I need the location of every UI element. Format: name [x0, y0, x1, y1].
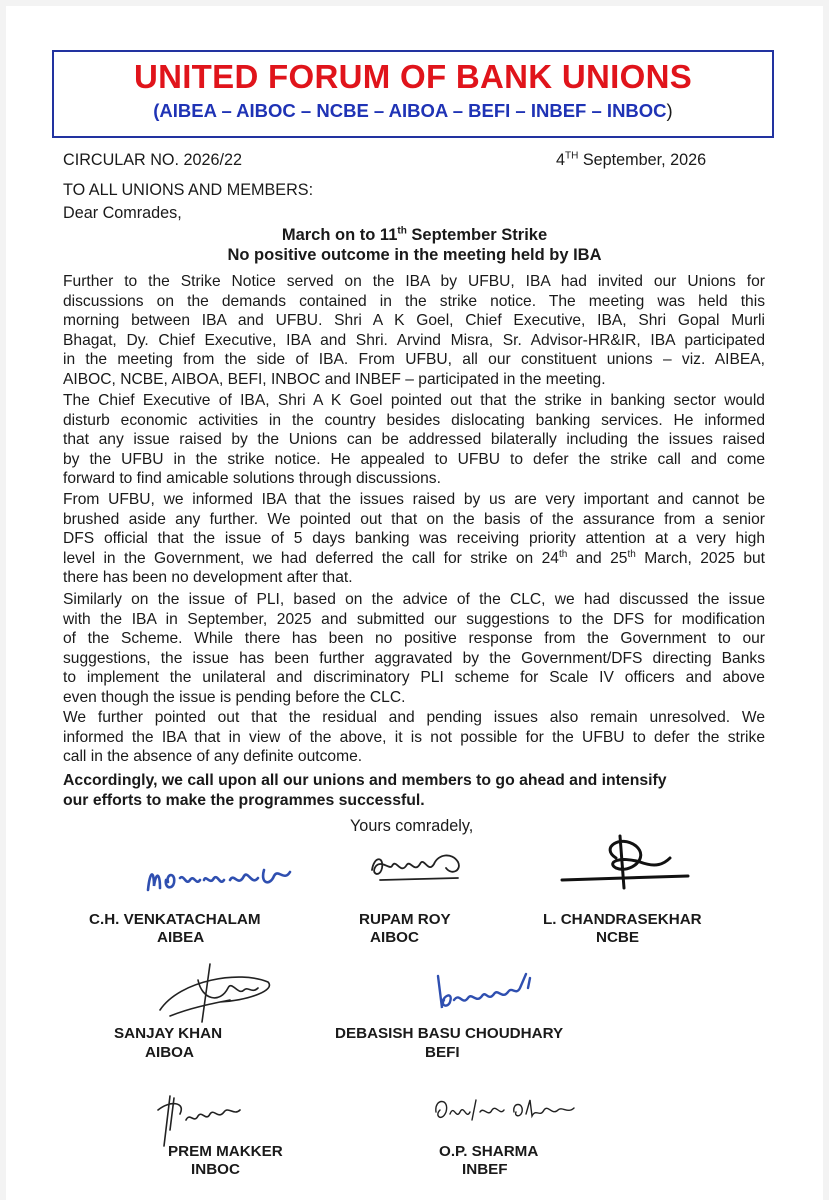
signatory-name: SANJAY KHAN [114, 1025, 223, 1042]
paragraph-five-day-banking: From UFBU, we informed IBA that the issues raised by us are very important and cannot be brushed aside any further. We pointed out that on the basis of the assurance from a senior DFS official that the issue of 5 days banking was receiving priority attention at a very high level in the Government, we had deferred the call for strike on 24th and 25th March, 2025 but there has been no development after that. [63, 491, 766, 587]
paragraph-strike-notice: Further to the Strike Notice served on the IBA by UFBU, IBA had invited our Unions for discussions on the demands contained in the strike notice. The meeting was held this morning between IBA and UFBU. Shri A K Goel, Chief Executive, IBA, Shri Gopal Murli Bhagat, Dy. Chief Executive, IBA and Shri. Arvind Misra, Sr. Advisor-HR&IR, IBA participated in the meeting from the side of IBA. From UFBU, all our constituent unions – viz. AIBEA, AIBOC, NCBE, AIBOA, BEFI, INBOC and INBEF – participated in the meeting. [63, 273, 765, 388]
signatory-union: AIBOC [370, 929, 419, 946]
headline-line-1: March on to 11th September Strike [281, 225, 548, 244]
signatory-union: AIBOA [145, 1044, 194, 1061]
signature-sanjay-khan [150, 960, 280, 1030]
signatory-name: PREM MAKKER [168, 1143, 283, 1160]
signature-debasish [430, 966, 540, 1016]
circular-date: 4TH September, 2026 [556, 150, 707, 169]
signatory-name: DEBASISH BASU CHOUDHARY [335, 1025, 564, 1042]
salutation: Dear Comrades, [63, 204, 182, 222]
signature-op-sharma [430, 1092, 580, 1128]
addressee: TO ALL UNIONS AND MEMBERS: [63, 181, 314, 199]
signature-venkatachalam [140, 850, 300, 900]
call-to-action: Accordingly, we call upon all our unions and members to go ahead and intensify our efforts to make the programmes successful. [63, 772, 667, 809]
closing-line: Yours comradely, [350, 817, 474, 835]
constituent-unions: (AIBEA – AIBOC – NCBE – AIBOA – BEFI – INBEF – INBOC) [153, 100, 673, 121]
signature-chandrasekhar [560, 828, 690, 892]
signature-prem-makker [150, 1090, 250, 1150]
organization-title: UNITED FORUM OF BANK UNIONS [133, 58, 693, 95]
signatory-union: BEFI [425, 1044, 460, 1061]
letterhead [52, 50, 774, 138]
paragraph-pli-issue: Similarly on the issue of PLI, based on the advice of the CLC, we had discussed the issue with the IBA in September, 2025 and submitted our suggestions to the DFS for modification of the Scheme. While there has been no positive response from the Government to our suggestions, the issue has been further aggravated by the Government/DFS directing Banks to implement the unilateral and discriminatory PLI scheme for Scale IV officers and above even though the issue is pending before the CLC. [63, 591, 765, 706]
signatory-union: INBOC [191, 1161, 240, 1178]
signatory-name: C.H. VENKATACHALAM [89, 911, 261, 928]
signatory-union: AIBEA [157, 929, 205, 946]
signatory-name: L. CHANDRASEKHAR [543, 911, 702, 928]
signature-rupam-roy [362, 840, 472, 890]
headline-line-2: No positive outcome in the meeting held by IBA [227, 246, 602, 264]
signatory-name: O.P. SHARMA [439, 1143, 539, 1160]
paragraph-pending-issues: We further pointed out that the residual and pending issues also remain unresolved. We informed the IBA that in view of the above, it is not possible for the UFBU to defer the strike call in the absence of any definite outcome. [63, 709, 765, 766]
signatory-name: RUPAM ROY [359, 911, 451, 928]
signatory-union: NCBE [596, 929, 640, 946]
circular-number: CIRCULAR NO. 2026/22 [63, 151, 243, 169]
signatory-union: INBEF [462, 1161, 508, 1178]
paragraph-iba-response: The Chief Executive of IBA, Shri A K Goel pointed out that the strike in banking sector would disturb economic activities in the country besides dislocating banking services. He informed that any issue raised by the Unions can be addressed bilaterally including the issues raised by the UFBU in the strike notice. He appealed to UFBU to defer the strike call and come forward to find amicable solutions through discussions. [63, 392, 765, 488]
